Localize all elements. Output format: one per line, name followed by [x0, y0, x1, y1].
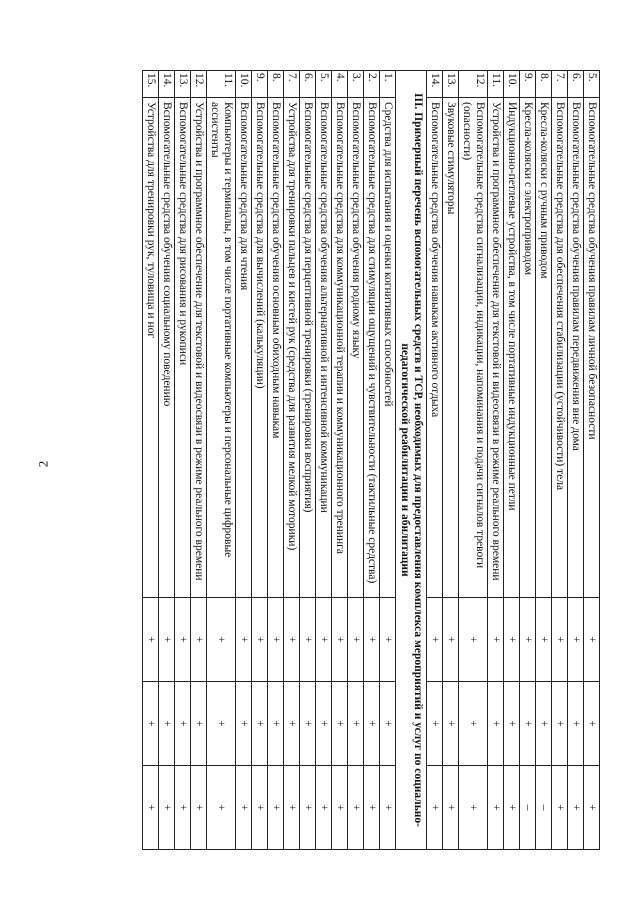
table-row [459, 71, 488, 850]
page-number: 2 [35, 460, 51, 468]
availability-mark-3: + [380, 766, 396, 850]
row-number: 8. [536, 71, 552, 98]
row-description: Вспомогательные средства для коммуникационной терапии и коммуникационного тренинга [332, 98, 348, 598]
row-number: 7. [552, 71, 568, 98]
availability-mark-3: + [332, 766, 348, 850]
table-row [175, 71, 191, 850]
availability-mark-3: + [568, 766, 584, 850]
availability-mark-3: – [520, 766, 536, 850]
table-row [268, 71, 284, 850]
availability-mark-3: + [364, 766, 380, 850]
availability-mark-3: + [504, 766, 520, 850]
availability-mark-1: + [459, 598, 488, 682]
table-row [236, 71, 252, 850]
availability-mark-2: + [536, 682, 552, 766]
row-number: 14. [427, 71, 443, 98]
availability-mark-3: + [459, 766, 488, 850]
row-description: Вспомогательные средства для чтения [236, 98, 252, 598]
availability-mark-2: + [143, 682, 159, 766]
row-description: Средства для испытания и оценки когнитивных способностей [380, 98, 396, 598]
availability-mark-1: + [427, 598, 443, 682]
row-description: Кресла-коляски с электроприводом [520, 98, 536, 598]
table-row [380, 71, 396, 850]
row-number: 3. [348, 71, 364, 98]
availability-mark-3: – [536, 766, 552, 850]
table-row [427, 71, 443, 850]
availability-mark-2: + [459, 682, 488, 766]
row-description: Устройства для тренировки рук, туловища и ног [143, 98, 159, 598]
table-row [332, 71, 348, 850]
table-row [488, 71, 504, 850]
table-row [191, 71, 207, 850]
row-number: 12. [459, 71, 488, 98]
availability-mark-1: + [143, 598, 159, 682]
availability-mark-2: + [159, 682, 175, 766]
availability-mark-2: + [584, 682, 600, 766]
row-description: Вспомогательные средства для вычислений (калькуляции) [252, 98, 268, 598]
row-description: Звуковые стимуляторы [443, 98, 459, 598]
availability-mark-1: + [584, 598, 600, 682]
row-number: 11. [488, 71, 504, 98]
row-number: 13. [175, 71, 191, 98]
row-number: 5. [316, 71, 332, 98]
availability-mark-3: + [252, 766, 268, 850]
availability-mark-2: + [332, 682, 348, 766]
row-number: 1. [380, 71, 396, 98]
table-row [364, 71, 380, 850]
row-number: 15. [143, 71, 159, 98]
availability-mark-2: + [236, 682, 252, 766]
table-row [300, 71, 316, 850]
row-description: Вспомогательные средства для перцептивной тренировки (тренировки восприятия) [300, 98, 316, 598]
availability-mark-1: + [300, 598, 316, 682]
availability-mark-3: + [488, 766, 504, 850]
availability-mark-2: + [364, 682, 380, 766]
availability-mark-2: + [268, 682, 284, 766]
row-description: Вспомогательные средства сигнализации, индикации, напоминания и подачи сигналов тревоги (опасности) [459, 98, 488, 598]
row-description: Вспомогательные средства обучения альтернативной и интенсивной коммуникации [316, 98, 332, 598]
table-row [520, 71, 536, 850]
row-description: Вспомогательные средства обучения родному языку [348, 98, 364, 598]
row-description: Устройства и программное обеспечение для текстовой и видеосвязи в режиме реального времени [488, 98, 504, 598]
row-number: 8. [268, 71, 284, 98]
availability-mark-2: + [504, 682, 520, 766]
row-number: 6. [568, 71, 584, 98]
table-row [143, 71, 159, 850]
availability-mark-2: + [284, 682, 300, 766]
availability-mark-1: + [159, 598, 175, 682]
table-row [568, 71, 584, 850]
table-row [207, 71, 236, 850]
availability-mark-1: + [488, 598, 504, 682]
availability-mark-2: + [427, 682, 443, 766]
availability-mark-2: + [443, 682, 459, 766]
availability-mark-3: + [191, 766, 207, 850]
availability-mark-3: + [427, 766, 443, 850]
availability-mark-1: + [175, 598, 191, 682]
availability-mark-1: + [568, 598, 584, 682]
availability-mark-3: + [159, 766, 175, 850]
availability-mark-3: + [207, 766, 236, 850]
row-description: Устройства и программное обеспечение для текстовой и видеосвязи в режиме реального времени [191, 98, 207, 598]
table-row [443, 71, 459, 850]
availability-mark-1: + [348, 598, 364, 682]
availability-mark-3: + [552, 766, 568, 850]
availability-mark-1: + [332, 598, 348, 682]
availability-mark-2: + [488, 682, 504, 766]
table-row [584, 71, 600, 850]
section-title: III. Примерный перечень вспомогательных средств и ТСР, необходимых для предоставления комплекса мероприятий и услуг по социально-педагогической реабилитации и абилитации [396, 71, 427, 850]
row-description: Кресла-коляски с ручным приводом [536, 98, 552, 598]
availability-mark-2: + [175, 682, 191, 766]
rotated-page-content [55, 70, 600, 850]
availability-mark-3: + [300, 766, 316, 850]
row-description: Вспомогательные средства для рисования и рукописи [175, 98, 191, 598]
availability-mark-3: + [348, 766, 364, 850]
row-number: 9. [520, 71, 536, 98]
row-description: Устройства для тренировки пальцев и кистей рук (средства для развития мелкой моторики) [284, 98, 300, 598]
availability-mark-2: + [552, 682, 568, 766]
table-row [284, 71, 300, 850]
availability-mark-2: + [380, 682, 396, 766]
row-description: Вспомогательные средства для стимуляции ощущений и чувствительности (тактильные средства) [364, 98, 380, 598]
equipment-table [142, 70, 600, 850]
availability-mark-1: + [191, 598, 207, 682]
row-number: 2. [364, 71, 380, 98]
table-section-previous [427, 71, 600, 850]
table-row [552, 71, 568, 850]
row-description: Вспомогательные средства для обеспечения стабилизации (устойчивости) тела [552, 98, 568, 598]
row-description: Вспомогательные средства обучения правилам личной безопасности [584, 98, 600, 598]
availability-mark-2: + [191, 682, 207, 766]
availability-mark-1: + [236, 598, 252, 682]
availability-mark-1: + [364, 598, 380, 682]
row-description: Индукционно-петлевые устройства, в том числе портативные индукционные петли [504, 98, 520, 598]
row-description: Компьютеры и терминалы, в том числе портативные компьютеры и персональные цифровые ассистенты [207, 98, 236, 598]
table-row [316, 71, 332, 850]
table-row [252, 71, 268, 850]
availability-mark-1: + [316, 598, 332, 682]
availability-mark-3: + [284, 766, 300, 850]
availability-mark-2: + [252, 682, 268, 766]
table-row [504, 71, 520, 850]
table-row [159, 71, 175, 850]
table-row [536, 71, 552, 850]
row-number: 6. [300, 71, 316, 98]
table-section-iii [143, 71, 396, 850]
availability-mark-3: + [443, 766, 459, 850]
row-description: Вспомогательные средства обучения основным обиходным навыкам [268, 98, 284, 598]
availability-mark-3: + [584, 766, 600, 850]
availability-mark-2: + [300, 682, 316, 766]
availability-mark-1: + [443, 598, 459, 682]
availability-mark-1: + [536, 598, 552, 682]
row-number: 12. [191, 71, 207, 98]
row-number: 7. [284, 71, 300, 98]
availability-mark-1: + [380, 598, 396, 682]
row-number: 10. [504, 71, 520, 98]
availability-mark-2: + [568, 682, 584, 766]
section-header-row [396, 71, 427, 850]
table-section-iii-header [396, 71, 427, 850]
row-description: Вспомогательные средства обучения правилам передвижения вне дома [568, 98, 584, 598]
availability-mark-3: + [175, 766, 191, 850]
availability-mark-3: + [236, 766, 252, 850]
row-number: 9. [252, 71, 268, 98]
availability-mark-3: + [143, 766, 159, 850]
row-number: 14. [159, 71, 175, 98]
availability-mark-2: + [520, 682, 536, 766]
availability-mark-1: + [520, 598, 536, 682]
availability-mark-3: + [268, 766, 284, 850]
availability-mark-2: + [348, 682, 364, 766]
availability-mark-2: + [207, 682, 236, 766]
availability-mark-1: + [504, 598, 520, 682]
row-number: 4. [332, 71, 348, 98]
availability-mark-1: + [268, 598, 284, 682]
row-number: 13. [443, 71, 459, 98]
row-description: Вспомогательные средства обучения социальному поведению [159, 98, 175, 598]
availability-mark-1: + [252, 598, 268, 682]
row-number: 10. [236, 71, 252, 98]
availability-mark-2: + [316, 682, 332, 766]
availability-mark-3: + [316, 766, 332, 850]
row-description: Вспомогательные средства обучения навыкам активного отдыха [427, 98, 443, 598]
table-row [348, 71, 364, 850]
row-number: 5. [584, 71, 600, 98]
availability-mark-1: + [207, 598, 236, 682]
row-number: 11. [207, 71, 236, 98]
availability-mark-1: + [284, 598, 300, 682]
availability-mark-1: + [552, 598, 568, 682]
